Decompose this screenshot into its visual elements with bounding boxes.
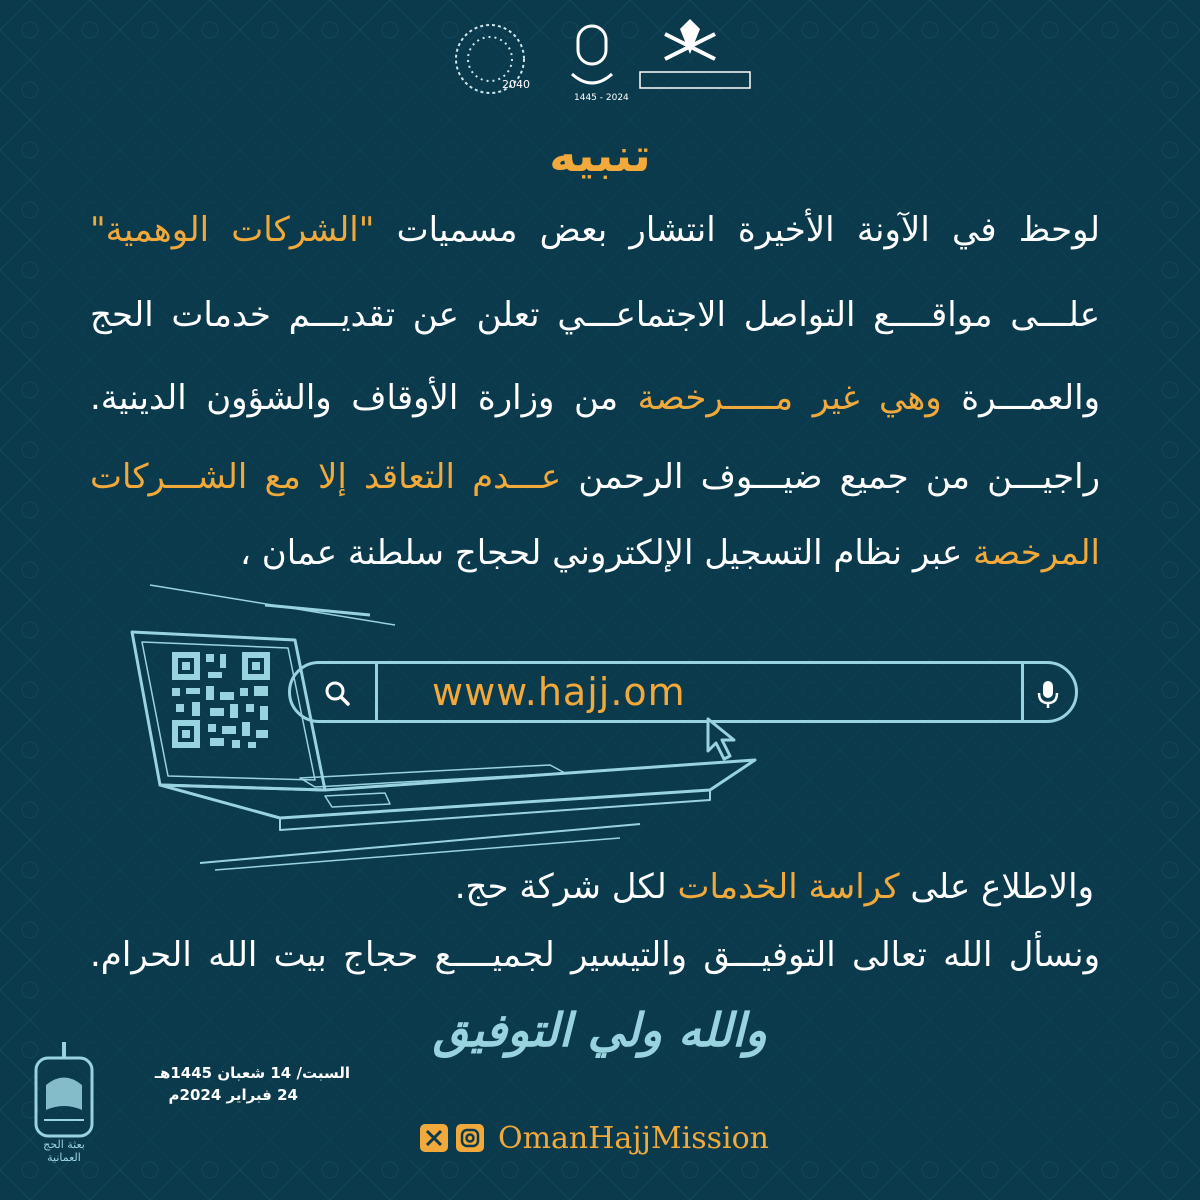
instagram-icon[interactable] xyxy=(456,1124,484,1152)
oman-vision-2040-logo xyxy=(456,25,530,93)
search-icon[interactable] xyxy=(318,674,358,714)
date-hijri-year: 1445هـ xyxy=(154,1064,213,1082)
x-icon[interactable] xyxy=(420,1124,448,1152)
notice-highlight: "الشركات الوهمية" xyxy=(90,210,375,250)
date-greg-month: فبراير xyxy=(226,1086,272,1104)
notice-text: عبر نظام التسجيل الإلكتروني لحجاج سلطنة عمان ، xyxy=(240,533,974,573)
notice-line-6 xyxy=(294,862,1094,912)
notice-text: من وزارة الأوقاف والشؤون الدينية. xyxy=(90,378,638,418)
notice-text: لوحظ في الآونة الأخيرة انتشار بعض مسميات xyxy=(374,210,1101,250)
date-hijri-month: شعبان xyxy=(217,1064,266,1082)
notice-text: لكل شركة حج. xyxy=(454,867,678,907)
search-url[interactable]: www.hajj.om xyxy=(432,670,686,714)
notice-line-1 xyxy=(90,205,1100,255)
microphone-icon[interactable] xyxy=(1030,676,1066,712)
notice-highlight: كراسة الخدمات xyxy=(677,867,900,907)
notice-text: والاطلاع على xyxy=(899,867,1094,907)
notice-line-3 xyxy=(90,373,1100,423)
notice-highlight: وهي غير مـــــرخصة xyxy=(637,378,942,418)
date-hijri-day: 14 xyxy=(270,1064,292,1082)
notice-text: والعمـــرة xyxy=(941,378,1101,418)
laptop-illustration xyxy=(120,580,1100,880)
notice-highlight: عـــدم التعاقد إلا مع الشـــركات xyxy=(90,457,562,497)
notice-line-4 xyxy=(90,452,1100,502)
svg-text:2040: 2040 xyxy=(502,78,530,91)
date-hijri xyxy=(120,1062,350,1084)
search-divider xyxy=(375,664,378,720)
date-gregorian xyxy=(120,1084,350,1106)
notice-line-5 xyxy=(90,528,1100,578)
notice-text: راجيـــن من جميع ضيـــوف الرحمن xyxy=(561,457,1101,497)
al-masjid-emblem xyxy=(572,26,629,103)
notice-highlight: المرخصة xyxy=(973,533,1100,573)
notice-line-2: علـــى مواقــــع التواصل الاجتماعـــي تعلن عن تقديـــم خدمات الحج xyxy=(90,295,1100,335)
header-logos xyxy=(450,14,770,104)
page-title: تنبيه xyxy=(549,128,651,182)
date-greg-day: 24 xyxy=(277,1086,298,1104)
search-divider xyxy=(1021,664,1024,720)
notice-line-7: ونسأل الله تعالى التوفيـــق والتيسير لجميــــع حجاج بيت الله الحرام. xyxy=(90,935,1100,975)
cursor-icon xyxy=(700,715,752,767)
date-greg-year: 2024م xyxy=(168,1086,222,1104)
date-block xyxy=(120,1062,350,1106)
social-handle-text[interactable]: OmanHajjMission xyxy=(498,1120,769,1156)
emblem-caption: بعثة الحج العمانية xyxy=(43,1138,85,1164)
svg-text:1445 - 2024: 1445 - 2024 xyxy=(574,93,629,103)
date-day: السبت/ xyxy=(296,1064,350,1082)
closing-calligraphy: والله ولي التوفيق xyxy=(432,1003,768,1057)
social-handle[interactable] xyxy=(420,1118,769,1158)
ministry-emblem xyxy=(640,19,750,88)
qr-code xyxy=(172,652,270,748)
